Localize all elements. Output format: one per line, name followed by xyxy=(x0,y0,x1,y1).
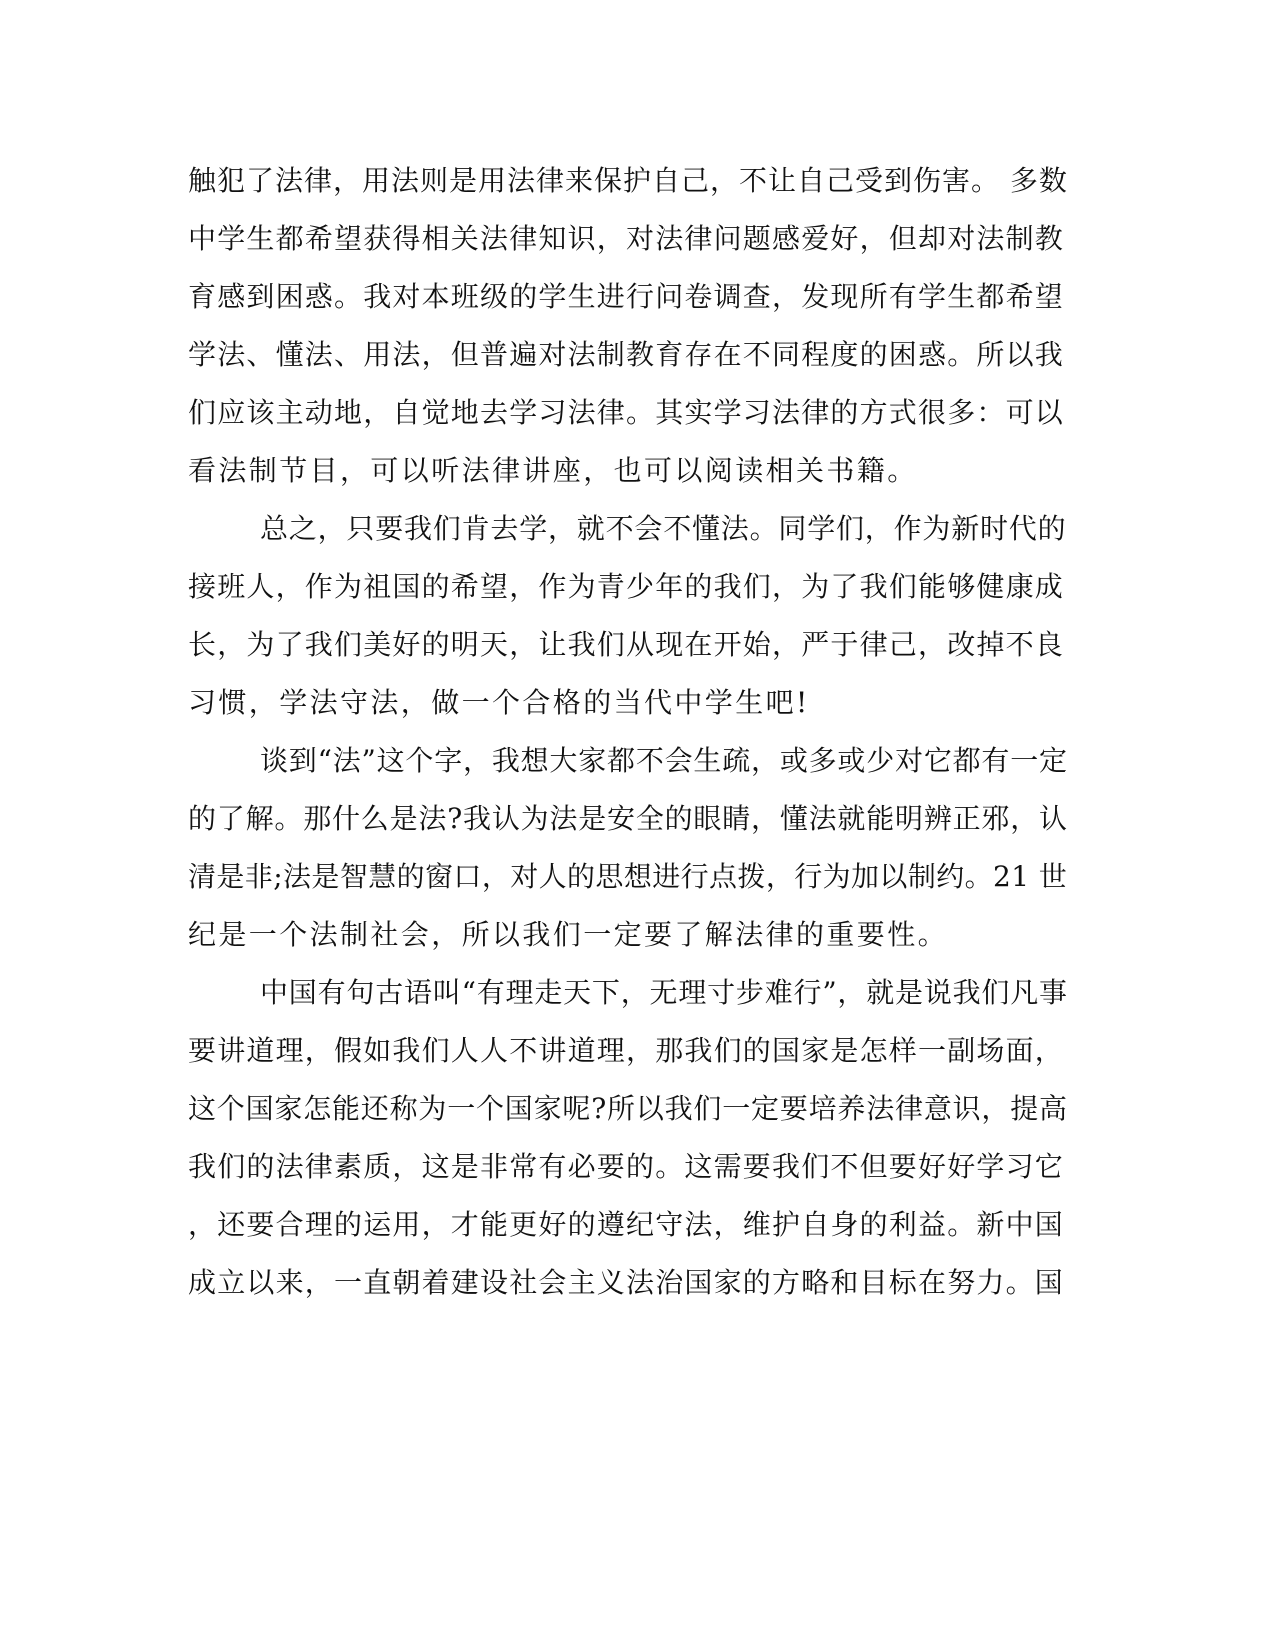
text-line: 们应该主动地，自觉地去学习法律。其实学习法律的方式很多：可以 xyxy=(188,396,1065,429)
text-line: 我们的法律素质，这是非常有必要的。这需要我们不但要好好学习它 xyxy=(188,1150,1065,1183)
text-line: 清是非;法是智慧的窗口，对人的思想进行点拨，行为加以制约。21 世 xyxy=(188,860,1068,893)
text-line: 要讲道理，假如我们人人不讲道理，那我们的国家是怎样一副场面， xyxy=(188,1034,1065,1067)
text-line: 接班人，作为祖国的希望，作为青少年的我们，为了我们能够健康成 xyxy=(188,570,1065,603)
text-line: 长，为了我们美好的明天，让我们从现在开始，严于律己，改掉不良 xyxy=(188,628,1065,661)
text-line: 学法、懂法、用法，但普遍对法制教育存在不同程度的困惑。所以我 xyxy=(188,338,1065,371)
text-line: 纪是一个法制社会，所以我们一定要了解法律的重要性。 xyxy=(188,918,949,951)
text-line: 中学生都希望获得相关法律知识，对法律问题感爱好，但却对法制教 xyxy=(188,222,1065,255)
text-line: ，还要合理的运用，才能更好的遵纪守法，维护自身的利益。新中国 xyxy=(188,1208,1065,1241)
text-line: 成立以来，一直朝着建设社会主义法治国家的方略和目标在努力。国 xyxy=(188,1266,1065,1299)
paragraph-first-line: 总之，只要我们肯去学，就不会不懂法。同学们，作为新时代的 xyxy=(260,512,1067,545)
text-line: 触犯了法律，用法则是用法律来保护自己，不让自己受到伤害。 多数 xyxy=(188,164,1068,197)
paragraph-first-line: 谈到“法”这个字，我想大家都不会生疏，或多或少对它都有一定 xyxy=(260,744,1068,777)
text-line: 看法制节目，可以听法律讲座，也可以阅读相关书籍。 xyxy=(188,454,918,487)
text-line: 育感到困惑。我对本班级的学生进行问卷调查，发现所有学生都希望 xyxy=(188,280,1065,313)
text-line: 的了解。那什么是法?我认为法是安全的眼睛，懂法就能明辨正邪，认 xyxy=(188,802,1068,835)
text-line: 这个国家怎能还称为一个国家呢?所以我们一定要培养法律意识，提高 xyxy=(188,1092,1068,1125)
text-line: 习惯，学法守法，做一个合格的当代中学生吧! xyxy=(188,686,810,719)
paragraph-first-line: 中国有句古语叫“有理走天下，无理寸步难行”，就是说我们凡事 xyxy=(260,976,1068,1009)
